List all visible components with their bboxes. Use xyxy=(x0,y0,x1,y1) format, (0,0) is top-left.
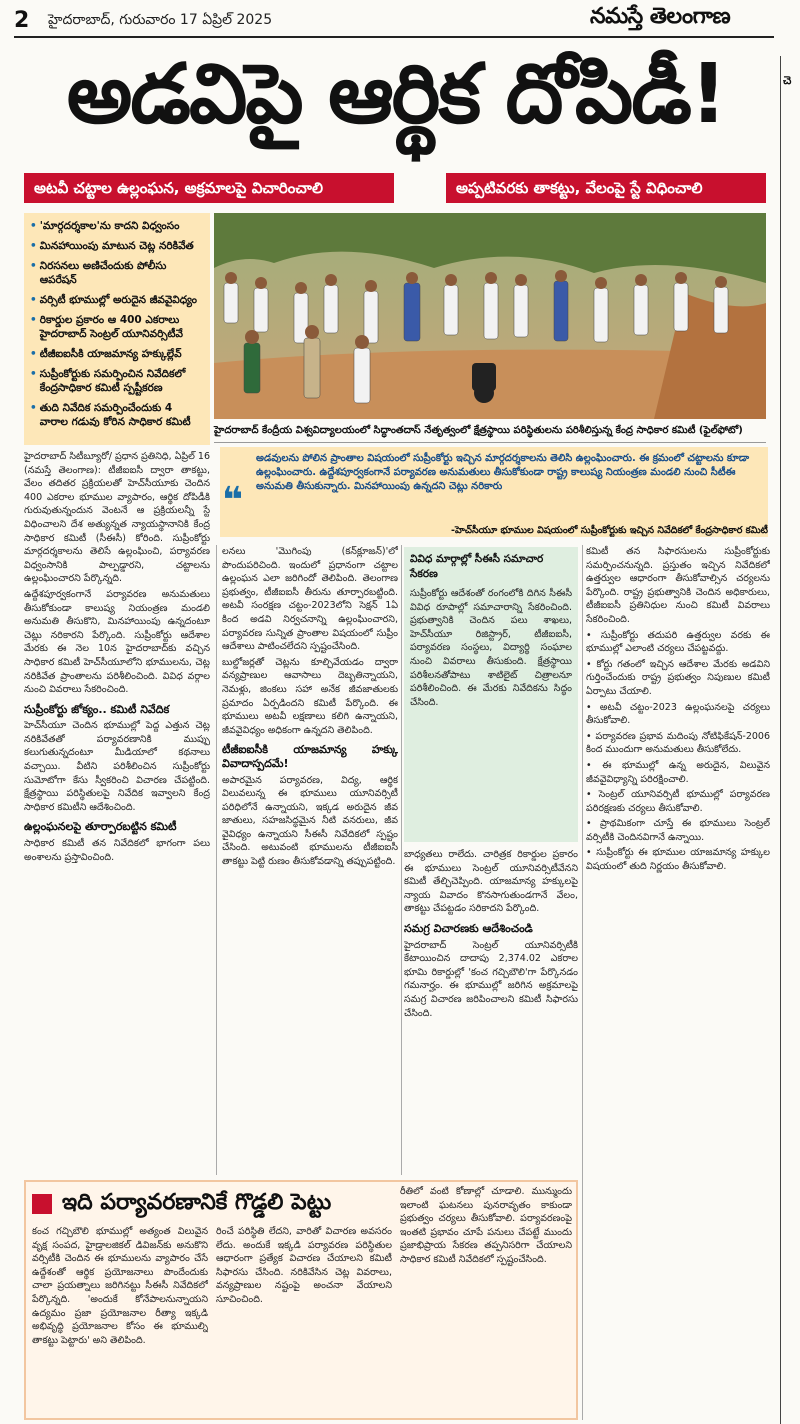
bullet-icon: • xyxy=(30,240,37,252)
article-paragraph: అపారమైన పర్యావరణ, విద్య, ఆర్థిక విలువలున్న ఈ భూములు యూనివర్సిటీ పరిధిలోనే ఉన్నాయని, ఇక్కడ అరుదైన జీవ జాతులు, సహజసిద్ధమైన నీటి వనరులు, జీవ వైవిధ్యం ఉన్నాయని సీఈసీ నివేదికలో స్పష్టం చేసింది. అటువంటి భూములను టీజీఐఐసీ తాకట్టు పెట్టి రుణం తీసుకోవడాన్ని తప్పుపట్టింది. xyxy=(222,774,398,868)
recommendation-item: • పర్యావరణ ప్రభావ మదింపు నోటిఫికేషన్-2006 కింద ముందుగా అనుమతులు తీసుకోలేదు. xyxy=(586,730,770,756)
adjacent-article-text: చె xyxy=(783,74,792,87)
subhead-left: అటవీ చట్టాల ఉల్లంఘన, అక్రమాలపై విచారించాలి xyxy=(24,173,394,203)
photo-caption: హైదరాబాద్ కేంద్రీయ విశ్వవిద్యాలయంలో సిద్ధాంతదాస్ నేతృత్వంలో క్షేత్రస్థాయి పరిస్థితులను పరిశీలిస్తున్న కేంద్ర సాధికార కమిటీ (ఫైల్‌ఫోటో) xyxy=(214,424,766,443)
column-divider xyxy=(216,545,217,1175)
column-divider xyxy=(401,545,402,1175)
article-column-4 xyxy=(586,545,770,1420)
article-paragraph: బాధ్యతలు రాలేదు. చారిత్రక రికార్డుల ప్రకారం ఈ భూములు సెంట్రల్ యూనివర్సిటీవేనని కమిటీ తేల్చిచెప్పింది. యాజమాన్య హక్కులపై న్యాయ వివాదం కొనసాగుతుండగానే వేలం, తాకట్టు చేపట్టడం సరికాదని పేర్కొంది. xyxy=(404,849,578,915)
article-paragraph: కమిటీ తన సిఫారసులను సుప్రీంకోర్టుకు సమర్పించనున్నది. ప్రస్తుతం ఇచ్చిన నివేదికలో ఉత్తర్వుల ఆధారంగా తీసుకోవాల్సిన చర్యలను పేర్కొంది. రాష్ట్ర ప్రభుత్వానికి చెందిన అధికారులు, టీజీఐఐసీ ప్రతినిధుల నుంచి కమిటీ వివరాలు సేకరించింది. xyxy=(586,546,770,625)
bullet-icon: • xyxy=(30,260,37,272)
article-column-2 xyxy=(222,545,398,1173)
bullet-icon: • xyxy=(30,368,37,380)
article-paragraph: హైదరాబాద్ సిటీబ్యూరో/ ప్రధాన ప్రతినిధి, ఏప్రిల్ 16 (నమస్తే తెలంగాణ): టీజీఐఐసీ ద్వారా తాకట్టు, వేలం తదితర ప్రక్రియలతో హెచ్‌సీయూకు చెందిన 400 ఎకరాల భూముల వ్యాపారం, ఆర్థిక దోపిడీకి గురువుతున్నందున వెంటనే ఆ ప్రక్రియలన్నీ స్టే విధించాలని దేశ అత్యున్నత న్యాయస్థానానికి కేంద్ర సాధికార కమిటీ (సీఈసీ) కోరింది. సుప్రీంకోర్టు మార్గదర్శకాలను తెలిసే ఉల్లంఘించి, పర్యావరణ విధ్వంసానికి పాల్పడ్డారని, చట్టాలను ఉల్లంఘించారని పేర్కొన్నది. xyxy=(24,451,210,585)
main-headline: అడవిపై ఆర్థిక దోపిడీ! xyxy=(66,47,726,142)
photo-illustration xyxy=(214,213,766,419)
highlights-box xyxy=(24,213,210,445)
recommendation-item: • కోర్టు గతంలో ఇచ్చిన ఆదేశాల మేరకు అడవిని గుర్తించేందుకు రాష్ట్ర ప్రభుత్వం నిపుణుల కమిటీ ఏర్పాటు చేయాలి. xyxy=(586,658,770,697)
section-subheading: టీజీఐఐసీకి యాజమాన్య హక్కు వివాదాస్పదమే! xyxy=(222,743,398,770)
adjacent-article-strip xyxy=(780,56,800,1424)
recommendation-item: • ఈ భూముల్లో ఉన్న అరుదైన, విలువైన జీవవైవిధ్యాన్ని పరిరక్షించాలి. xyxy=(586,759,770,785)
highlight-item: • తుది నివేదిక సమర్పించేందుకు 4 వారాల గడువు కోరిన సాధికార కమిటీ xyxy=(30,402,191,428)
recommendation-item: • అటవీ చట్టం-2023 ఉల్లంఘనలపై చర్యలు తీసుకోవాలి. xyxy=(586,701,770,727)
highlight-item: • నిరసనలు అణిచేందుకు పోలీసు ఆపరేషన్ xyxy=(30,260,167,286)
sidebar-article-col-1: కంచ గచ్చిబౌలి భూముల్లో అత్యంత విలువైన వృక్ష సంపద, హైడ్రాలజికల్ డివిజన్‌కు అనుకొని వర్సిటీకి చెందిన ఈ భూములను వ్యాపారం చేసే ఉద్దేశంతో ఆర్థిక ప్రయోజనాలు పొందేందుకు చాలా ప్రయత్నాలు జరిగినట్టు సీఈసీ నివేదికలో పేర్కొన్నది. 'అందుకే కోనేపాలనున్నాయని ఉద్యమం ప్రజా ప్రయోజనాల రీత్యా ఇక్కడి అభివృద్ధి ప్రయోజనాల కోసం ఈ భూముల్ని తాకట్టు పెట్టారు' అని తెలిపింది. xyxy=(32,1226,208,1346)
section-subheading: సమగ్ర విచారణకు ఆదేశించండి xyxy=(404,921,533,935)
article-paragraph: హెచ్‌సీయూ చెందిన భూముల్లో పెద్ద ఎత్తున చెట్ల నరికివేతతో పర్యావరణానికి ముప్పు కలుగుతున్నదంటూ మీడియాలో కథనాలు వచ్చాయి. వీటిని పరిశీలించిన సుప్రీంకోర్టు సుమోటోగా కేసు స్వీకరించి విచారణ చేపట్టింది. క్షేత్రస్థాయి పరిస్థితులపై నివేదిక ఇవ్వాలని కేంద్ర సాధికార కమిటీని ఆదేశించింది. xyxy=(24,720,210,813)
article-paragraph: ఉద్దేశపూర్వకంగానే పర్యావరణ అనుమతులు తీసుకోకుండా కాలుష్య నియంత్రణ మండలి అనుమతి తీసుకొని, మినహాయింపు ఉన్నదంటూ చెట్లు నరికారని పేర్కొంది. సుప్రీంకోర్టు ఆదేశాల మేరకు ఈ నెల 10న హైదరాబాద్‌కు వచ్చిన సాధికార కమిటీ హెచ్‌సీయూలోని భూములను, చెట్ల నరికివేత ప్రాంతాలను పరిశీలించింది. వివిధ వర్గాల నుంచి వివరాలు సేకరించింది. xyxy=(24,588,210,696)
dateline: హైదరాబాద్, గురువారం 17 ఏప్రిల్ 2025 xyxy=(48,12,273,28)
column-divider xyxy=(582,545,583,1420)
article-paragraph: బుల్డోజర్లతో చెట్లను కూల్చివేయడం ద్వారా వన్యప్రాణుల ఆవాసాలు దెబ్బతిన్నాయని, నెమళ్లు, జింకలు సహా అనేక జీవజాతులకు ప్రమాదం ఏర్పడిందని కమిటీ పేర్కొంది. ఈ భూములు అటవీ లక్షణాలు కలిగి ఉన్నాయని, జీవవైవిధ్యం అధికంగా ఉన్నదని తెలిపింది. xyxy=(222,656,398,736)
sidebar-article-col-2: రించే పరిస్థితి లేదని, వారితో విచారణ అవసరం లేదు. అందుకే ఇక్కడి పర్యావరణ పరిస్థితుల ఆధారంగా ప్రత్యేక విచారణ చేయాలని కమిటీ సిఫారసు చేసింది. నరికివేసిన చెట్ల వివరాలు, వన్యప్రాణుల నష్టంపై అంచనా వేయాలని సూచించింది. xyxy=(216,1226,392,1305)
info-box xyxy=(404,547,578,842)
recommendation-item: • సెంట్రల్ యూనివర్సిటీ భూముల్లో పర్యావరణ పరిరక్షణకు చర్యలు తీసుకోవాలి. xyxy=(586,789,770,814)
bullet-icon: • xyxy=(30,220,37,232)
recommendation-item: • సుప్రీంకోర్టు తదుపరి ఉత్తర్వుల వరకు ఈ భూముల్లో ఎలాంటి చర్యలు చేపట్టవద్దు. xyxy=(586,629,770,655)
recommendation-item: • సుప్రీంకోర్టు ఈ భూముల యాజమాన్య హక్కుల విషయంలో తుది నిర్ణయం తీసుకోవాలి. xyxy=(586,847,770,873)
subhead-right: అప్పటివరకు తాకట్టు, వేలంపై స్టే విధించాలి xyxy=(446,173,766,203)
section-marker-icon xyxy=(32,1194,52,1214)
info-box-text: సుప్రీంకోర్టు ఆదేశంతో రంగంలోకి దిగిన సీఈసీ వివిధ రూపాల్లో సమాచారాన్ని సేకరించింది. ప్రభుత్వానికి చెందిన పలు శాఖలు, హెచ్‌సీయూ రిజిస్ట్రార్, టీజీఐఐసీ, పర్యావరణ సంస్థలు, విద్యార్థి సంఘాల నుంచి వివరాలు తీసుకుంది. క్షేత్రస్థాయి పరిశీలనతోపాటు శాటిలైట్ చిత్రాలనూ పరిశీలించింది. ఈ మేరకు నివేదికను సిద్ధం చేసింది. xyxy=(410,588,572,708)
article-paragraph: లనలు 'మొగింపు (కన్‌క్లూజన్)'లో పొందుపరిచింది. ఇందులో ప్రధానంగా చట్టాల ఉల్లంఘన ఎలా జరిగిందో తెలిపింది. తెలంగాణ ప్రభుత్వం, టీజీఐఐసీ తీరును తూర్పారబట్టింది. అటవీ సంరక్షణ చట్టం-2023లోని సెక్షన్ 1ఏ కింద అడవి నిర్వచనాన్ని ఉల్లంఘించారని, పర్యావరణ సున్నిత ప్రాంతాల విషయంలో సుప్రీం ఆదేశాలు పాటించలేదని స్పష్టంచేసింది. xyxy=(222,546,398,653)
masthead-divider xyxy=(14,36,774,38)
info-box-title: వివిధ మార్గాల్లో సీఈసీ సమాచార సేకరణ xyxy=(410,553,544,580)
bullet-icon: • xyxy=(30,348,37,360)
quote-icon: ❝ xyxy=(222,480,244,521)
recommendation-item: • ప్రాథమికంగా చూస్తే ఈ భూములు సెంట్రల్ వర్సిటీకి చెందినవిగానే ఉన్నాయి. xyxy=(586,818,770,843)
bullet-icon: • xyxy=(30,402,37,414)
highlight-item: • వర్సిటీ భూముల్లో అరుదైన జీవవైవిధ్యం xyxy=(30,294,198,306)
paper-name: నమస్తే తెలంగాణ xyxy=(590,4,731,29)
sidebar-article-col-3: రీతిలో వంటి కోణాల్లో చూడాలి. మున్ముందు ఇలాంటి ఘటనలు పునరావృతం కాకుండా ప్రభుత్వం చర్యలు తీసుకోవాలి. పర్యావరణంపై ఇంతటి ప్రభావం చూపే పనులు చేపట్టే ముందు ప్రజాభిప్రాయ సేకరణ తప్పనిసరిగా చేయాలని సాధికార కమిటీ నివేదికలో స్పష్టంచేసింది. xyxy=(400,1186,572,1265)
pull-quote-text: అడవులను పోలిన ప్రాంతాల విషయంలో సుప్రీంకోర్టు ఇచ్చిన మార్గదర్శకాలను తెలిసి ఉల్లంఘించారు. ఈ క్రమంలో చట్టాలను కూడా ఉల్లంఘించారు. ఉద్దేశపూర్వకంగానే పర్యావరణ అనుమతులు తీసుకోకుండా రాష్ట్ర కాలుష్య నియంత్రణ మండలి నుంచి సీటీఈ అనుమతి తీసుకున్నారు. మినహాయింపు ఉన్నదని చెట్లు నరికారు xyxy=(256,453,750,492)
article-paragraph: సాధికార కమిటీ తన నివేదికలో భాగంగా పలు అంశాలను ప్రస్తావించింది. xyxy=(24,838,210,863)
pull-quote-source: -హెచ్‌సీయూ భూముల విషయంలో సుప్రీంకోర్టుకు ఇచ్చిన నివేదికలో కేంద్రసాధికార కమిటీ xyxy=(451,525,768,536)
page-number: 2 xyxy=(14,8,30,33)
highlight-item: • మినహాయింపు మాటున చెట్ల నరికివేత xyxy=(30,240,194,252)
highlight-item: • సుప్రీంకోర్టుకు సమర్పించిన నివేదికలో కేంద్రసాధికార కమిటీ స్పష్టీకరణ xyxy=(30,368,186,394)
highlight-item: • టీజీఐఐసీకి యాజమాన్య హక్కుల్లేవ్ xyxy=(30,348,182,360)
highlight-item: • రికార్డుల ప్రకారం ఆ 400 ఎకరాలు హైదరాబాద్ సెంట్రల్ యూనివర్సిటీవే xyxy=(30,314,183,340)
sidebar-article-title: ఇది పర్యావరణానికే గొడ్డలి పెట్టు xyxy=(62,1190,332,1215)
article-column-3 xyxy=(404,848,578,1173)
article-paragraph: హైదరాబాద్ సెంట్రల్ యూనివర్సిటీకి కేటాయించిన దాదాపు 2,374.02 ఎకరాల భూమి రికార్డుల్లో 'కంచ గచ్చిబౌలి'గా పేర్కొనడం గమనార్హం. ఈ భూముల్లో జరిగిన అక్రమాలపై సమగ్ర విచారణ జరిపించాలని కమిటీ సిఫారసు చేసింది. xyxy=(404,939,578,1019)
news-photo xyxy=(214,213,766,419)
highlight-item: • 'మార్గదర్శకాల'ను కాదని విధ్వంసం xyxy=(30,220,180,232)
bullet-icon: • xyxy=(30,314,37,326)
section-subheading: సుప్రీంకోర్టు జోక్యం.. కమిటీ నివేదిక xyxy=(24,702,170,716)
section-subheading: ఉల్లంఘనలపై తూర్పారబట్టిన కమిటీ xyxy=(24,820,177,834)
bullet-icon: • xyxy=(30,294,37,306)
article-column-1 xyxy=(24,450,210,1172)
